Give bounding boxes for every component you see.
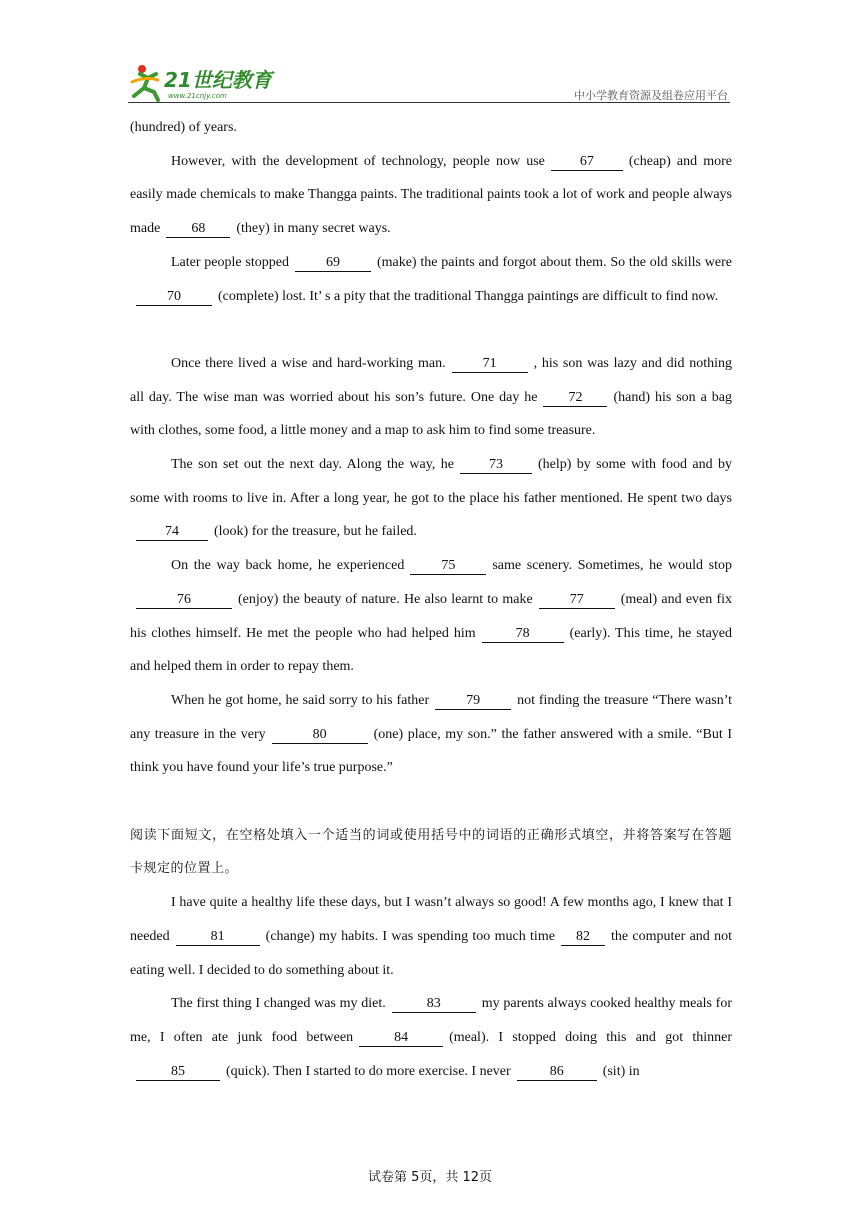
answer-blank[interactable]: 77 (539, 592, 615, 609)
answer-blank[interactable]: 85 (136, 1064, 220, 1081)
exam-content (130, 111, 732, 1088)
passage3-instruction: 阅读下面短文，在空格处填入一个适当的词或使用括号中的词语的正确形式填空，并将答案写在答题卡规定的位置上。 (130, 827, 732, 877)
section-gap (130, 313, 732, 347)
site-logo (128, 62, 278, 102)
answer-blank[interactable]: 72 (543, 390, 607, 407)
passage2-paragraph: On the way back home, he experienced 75 same scenery. Sometimes, he would stop76 (enjoy) the beauty of nature. He also learnt to make 77 (meal) and even fix his clothes himself. He met the people who had helped him 78 (early). This time, he stayed and helped them in order to repay them. (130, 558, 732, 675)
passage2-paragraph: When he got home, he said sorry to his father 79 not finding the treasure “There wasn’t any treasure in the very 80 (one) place, my son.” the father answered with a smile. “But I think you have found your life’s true purpose.” (130, 692, 732, 776)
answer-blank[interactable]: 67 (551, 154, 623, 171)
answer-blank[interactable]: 78 (482, 626, 564, 643)
answer-blank[interactable]: 82 (561, 929, 605, 946)
logo-url: www.21cnjy.com (168, 92, 227, 100)
passage2-paragraph: The son set out the next day. Along the way, he 73 (help) by some with food and by some with rooms to live in. After a long year, he got to the place his father mentioned. He spent two days74 (look) for the treasure, but he failed. (130, 457, 732, 540)
answer-blank[interactable]: 84 (359, 1030, 443, 1047)
answer-blank[interactable]: 73 (460, 457, 532, 474)
passage3-paragraph: I have quite a healthy life these days, but I wasn’t always so good! A few months ago, I knew that I needed 81 (change) my habits. I was spending too much time 82 the computer and not eating well. I decided to do something about it. (130, 895, 732, 978)
answer-blank[interactable]: 75 (410, 558, 486, 575)
answer-blank[interactable]: 80 (272, 727, 368, 744)
answer-blank[interactable]: 79 (435, 693, 511, 710)
answer-blank[interactable]: 70 (136, 289, 212, 306)
logo-text: 21世纪教育 (164, 68, 272, 92)
answer-blank[interactable]: 69 (295, 255, 371, 272)
passage1-paragraph: Later people stopped 69 (make) the paints and forgot about them. So the old skills were70 (complete) lost. It’ s a pity that the traditional Thangga paintings are difficult to find now. (130, 246, 732, 313)
answer-blank[interactable]: 86 (517, 1064, 597, 1081)
passage1-paragraph: However, with the development of technology, people now use 67 (cheap) and more easily made chemicals to make Thangga paints. The traditional paints took a lot of work and people always made 68 (they) in many secret ways. (130, 153, 732, 237)
answer-blank[interactable]: 76 (136, 592, 232, 609)
answer-blank[interactable]: 83 (392, 996, 476, 1013)
header-divider (128, 102, 730, 103)
header-platform-text: 中小学教育资源及组卷应用平台 (574, 89, 728, 102)
answer-blank[interactable]: 81 (176, 929, 260, 946)
answer-blank[interactable]: 71 (452, 356, 528, 373)
passage3-paragraph: The first thing I changed was my diet. 83 my parents always cooked healthy meals for me, I often ate junk food between 84 (meal). I stopped doing this and got thinner85 (quick). Then I started to do more exercise. I never 86 (sit) in (130, 996, 733, 1079)
passage1-continuation: (hundred) of years. (130, 120, 237, 135)
answer-blank[interactable]: 74 (136, 524, 208, 541)
page-header (128, 62, 730, 106)
page-footer: 试卷第 5页，共 12页 (367, 1170, 493, 1185)
answer-blank[interactable]: 68 (166, 221, 230, 238)
section-gap (130, 785, 732, 819)
passage2-paragraph: Once there lived a wise and hard-working man. 71 , his son was lazy and did nothing all day. The wise man was worried about his son’s future. One day he 72 (hand) his son a bag with clothes, some food, a little money and a map to ask him to find some treasure. (130, 355, 733, 439)
